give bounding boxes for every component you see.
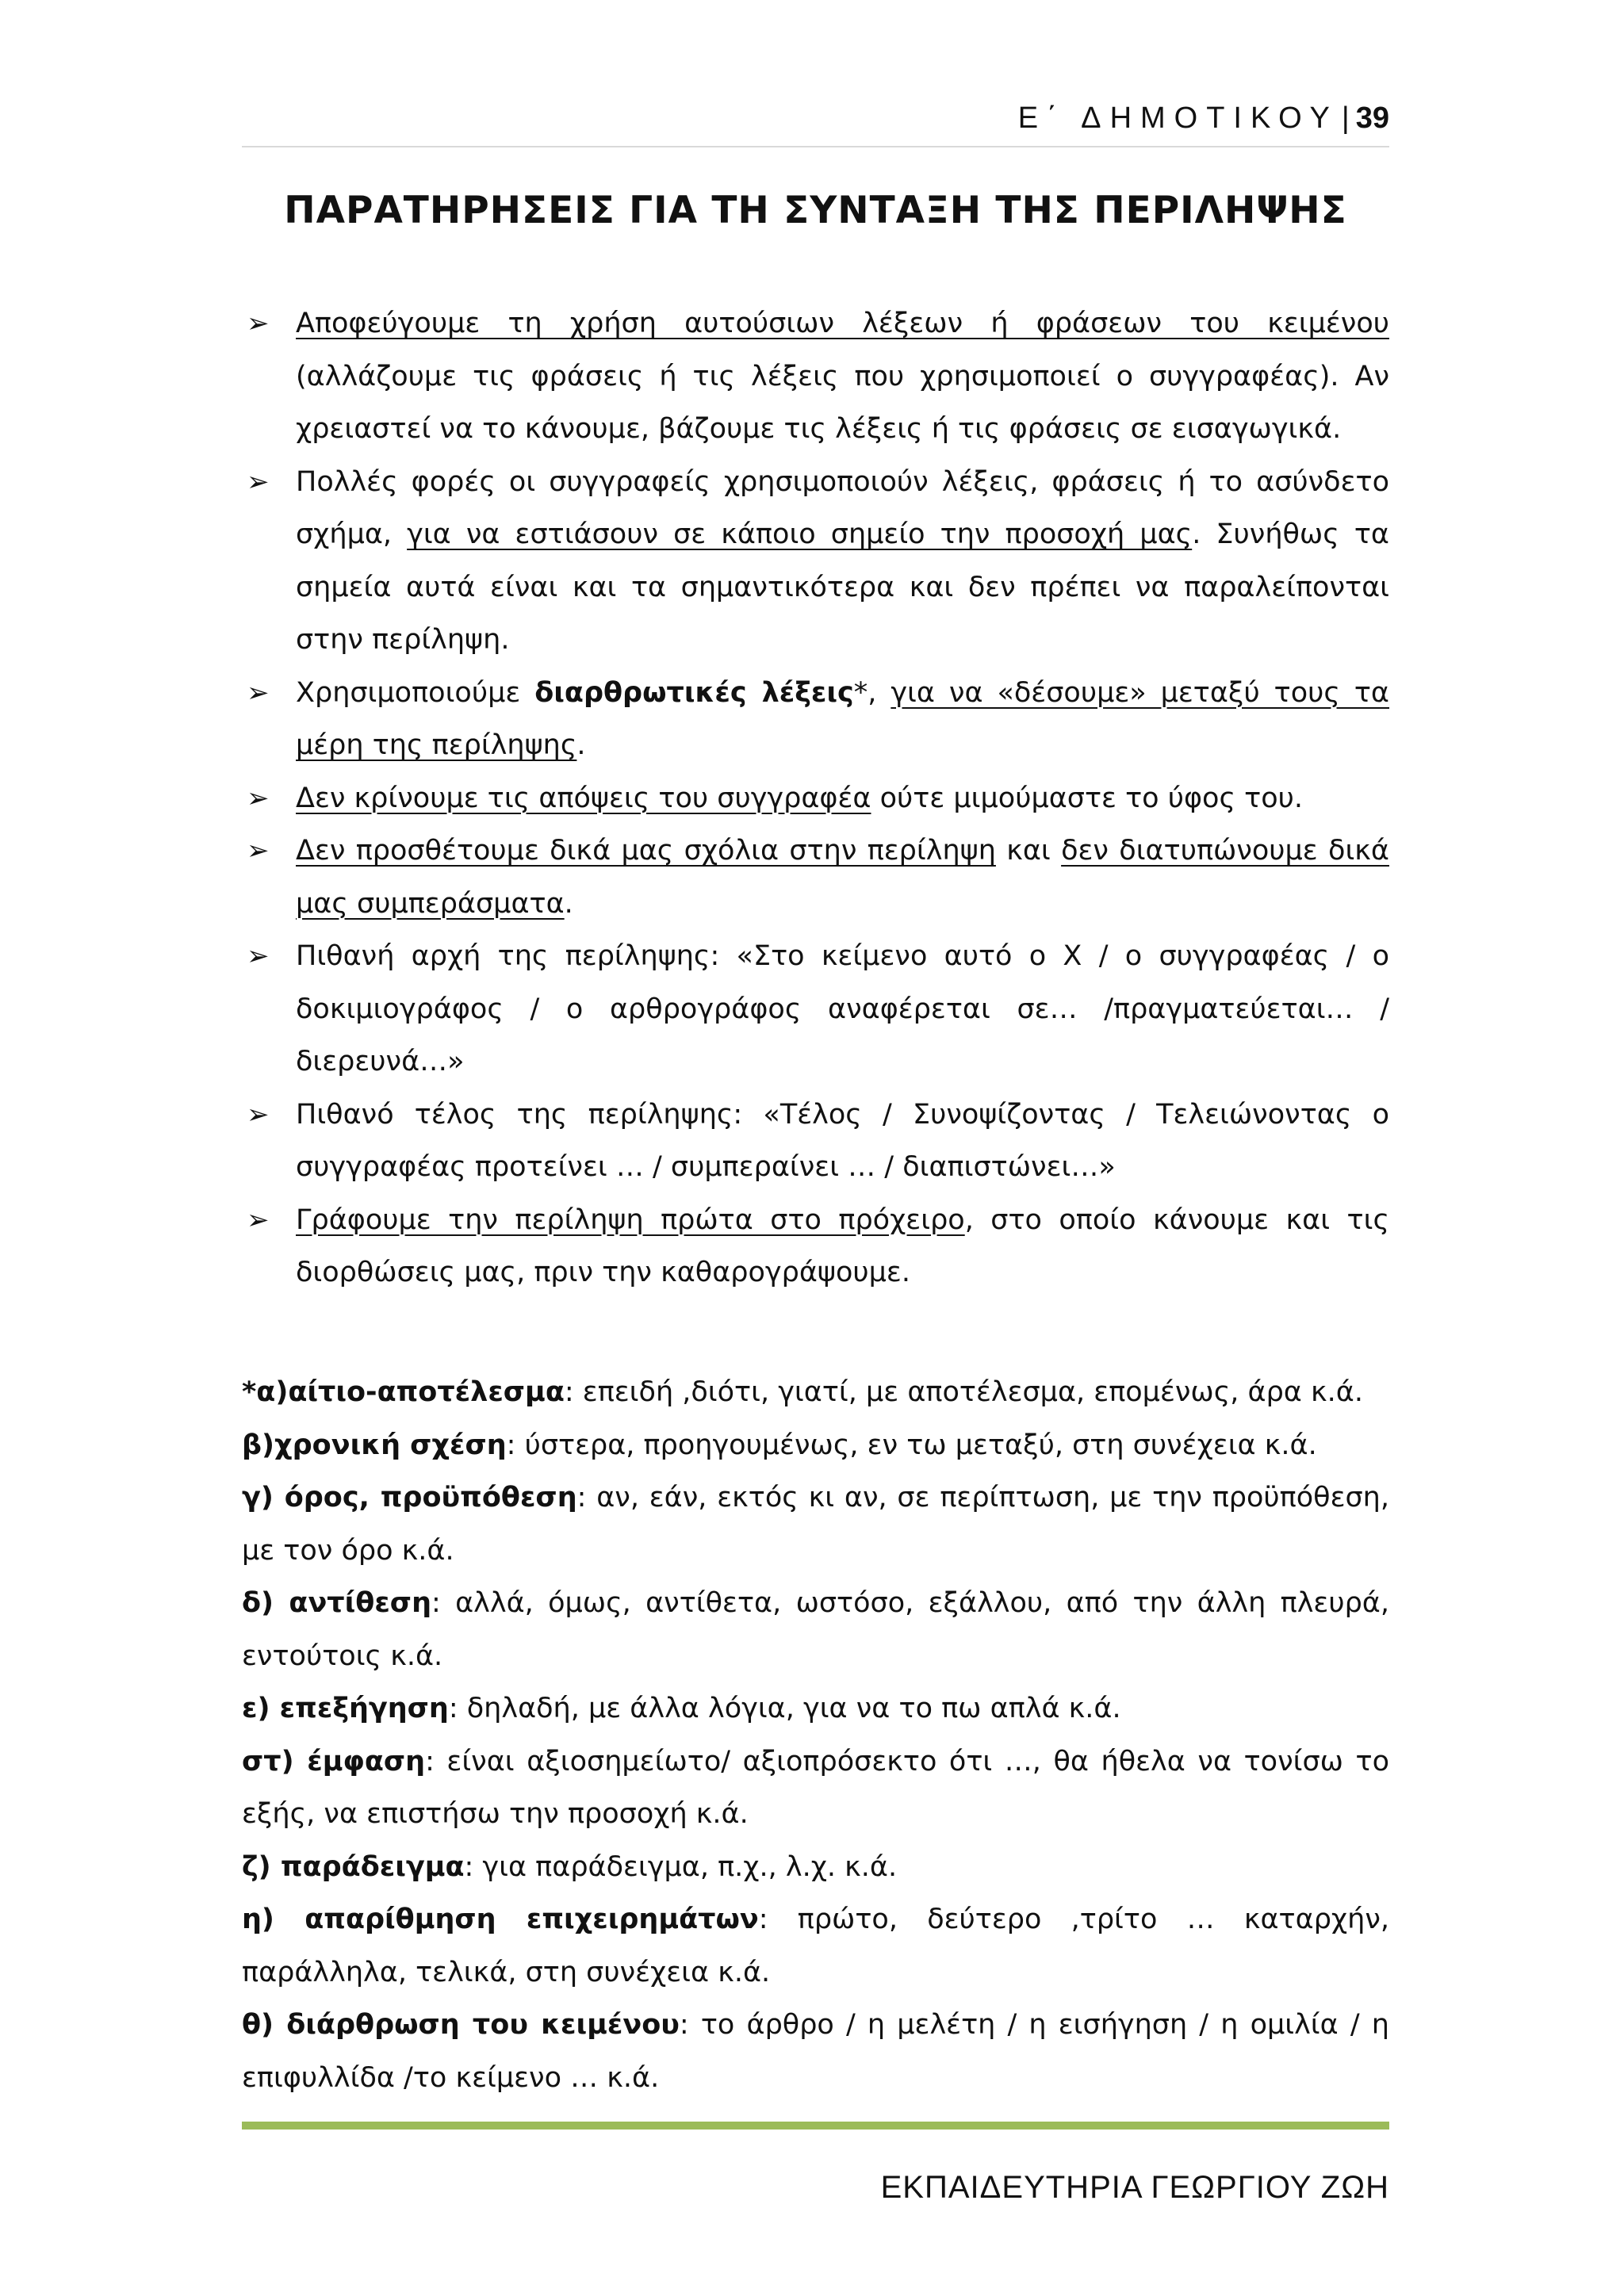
- list-item: [242, 1682, 1389, 1735]
- underlined-text: δεν διατυπώνουμε δικά μας συμπεράσματα: [296, 835, 1389, 920]
- underlined-text: Δεν κρίνουμε τις απόψεις του συγγραφέα: [296, 782, 871, 814]
- page-header: [242, 94, 1389, 147]
- note-text: : είναι αξιοσημείωτο/ αξιοπρόσεκτο ότι …, θα ήθελα να τονίσω το εξής, να επιστήσω την προσοχή κ.ά.: [242, 1745, 1390, 1830]
- note-text: : αλλά, όμως, αντίθετα, ωστόσο, εξάλλου, από την άλλη πλευρά, εντούτοις κ.ά.: [242, 1587, 1389, 1672]
- note-label: δ) αντίθεση: [242, 1587, 431, 1619]
- note-text: : ύστερα, προηγουμένως, εν τω μεταξύ, στη συνέχεια κ.ά.: [506, 1429, 1317, 1461]
- arrow-bullet-icon: ➢: [247, 676, 270, 709]
- item-text: (αλλάζουμε τις φράσεις ή τις λέξεις που χρησιμοποιεί ο συγγραφέας). Αν χρειαστεί να το κάνουμε, βάζουμε τις λέξεις ή τις φράσεις σε εισαγωγικά.: [296, 360, 1389, 445]
- item-text: .: [576, 729, 586, 761]
- page-number: 39: [1355, 101, 1389, 135]
- note-label: *α)αίτιο-αποτέλεσμα: [242, 1376, 565, 1408]
- item-text: . Συνήθως τα σημεία αυτά είναι και τα σημαντικότερα και δεν πρέπει να παραλείπονται στην περίληψη.: [296, 519, 1389, 656]
- item-text: *,: [853, 676, 891, 709]
- footer-rule: [242, 2122, 1389, 2130]
- list-item: [242, 667, 1389, 772]
- item-text: , στο οποίο κάνουμε και τις διορθώσεις μας, πριν την καθαρογράψουμε.: [296, 1203, 1389, 1288]
- note-text: : αν, εάν, εκτός κι αν, σε περίπτωση, με την προϋπόθεση, με τον όρο κ.ά.: [242, 1482, 1389, 1567]
- list-item: [242, 1366, 1389, 1419]
- arrow-bullet-icon: ➢: [247, 782, 270, 814]
- connectives-list: [242, 1366, 1389, 2104]
- list-item: [242, 1841, 1389, 1894]
- list-item: [242, 456, 1389, 667]
- remarks-list: [242, 297, 1389, 1299]
- item-text: Πιθανή αρχή της περίληψης: «Στο κείμενο αυτό ο Χ / ο συγγραφέας / ο δοκιμιογράφος / ο αρθρογράφος αναφέρεται σε… /πραγματεύεται… / διερευνά…»: [296, 940, 1389, 1077]
- note-label: β)χρονική σχέση: [242, 1429, 507, 1461]
- note-text: : επειδή ,διότι, γιατί, με αποτέλεσμα, επομένως, άρα κ.ά.: [564, 1376, 1363, 1408]
- list-item: [242, 1999, 1389, 2104]
- list-item: [242, 772, 1389, 825]
- note-text: : δηλαδή, με άλλα λόγια, για να το πω απλά κ.ά.: [448, 1693, 1121, 1724]
- note-label: θ) διάρθρωση του κειμένου: [242, 2009, 680, 2041]
- page-title: ΠΑΡΑΤΗΡΗΣΕΙΣ ΓΙΑ ΤΗ ΣΥΝΤΑΞΗ ΤΗΣ ΠΕΡΙΛΗΨΗΣ: [284, 189, 1347, 232]
- bold-text: διαρθρωτικές λέξεις: [534, 676, 854, 709]
- list-item: [242, 1419, 1389, 1472]
- underlined-text: για να «δέσουμε» μεταξύ τους τα μέρη της περίληψης: [296, 676, 1390, 761]
- item-text: .: [564, 887, 573, 920]
- note-text: : για παράδειγμα, π.χ., λ.χ. κ.ά.: [464, 1850, 898, 1883]
- note-label: ε) επεξήγηση: [242, 1693, 449, 1724]
- list-item: [242, 825, 1389, 930]
- list-item: [242, 1194, 1389, 1299]
- note-label: η) απαρίθμηση επιχειρημάτων: [242, 1904, 759, 1935]
- list-item: [242, 1089, 1389, 1194]
- arrow-bullet-icon: ➢: [247, 308, 270, 339]
- item-text: και: [995, 835, 1062, 867]
- header-separator: |: [1341, 101, 1350, 135]
- arrow-bullet-icon: ➢: [247, 1203, 270, 1236]
- note-label: στ) έμφαση: [242, 1745, 426, 1777]
- list-item: [242, 1735, 1389, 1841]
- list-item: [242, 1893, 1389, 1999]
- list-item: [242, 297, 1389, 456]
- header-text: [1018, 101, 1389, 136]
- footer-text: ΕΚΠΑΙΔΕΥΤΗΡΙΑ ΓΕΩΡΓΙΟΥ ΖΩΗ: [880, 2170, 1389, 2205]
- note-text: : πρώτο, δεύτερο ,τρίτο … καταρχήν, παράλληλα, τελικά, στη συνέχεια κ.ά.: [242, 1904, 1389, 1988]
- item-text: Πολλές φορές οι συγγραφείς χρησιμοποιούν λέξεις, φράσεις ή το ασύνδετο σχήμα,: [296, 465, 1389, 550]
- arrow-bullet-icon: ➢: [247, 940, 270, 972]
- item-text: ούτε μιμούμαστε το ύφος του.: [871, 782, 1303, 814]
- list-item: [242, 1577, 1389, 1682]
- item-text: Πιθανό τέλος της περίληψης: «Τέλος / Συνοψίζοντας / Τελειώνοντας ο συγγραφέας προτείνει … / συμπεραίνει … / διαπιστώνει…»: [296, 1098, 1389, 1183]
- note-text: : το άρθρο / η μελέτη / η εισήγηση / η ομιλία / η επιφυλλίδα /το κείμενο … κ.ά.: [242, 2009, 1389, 2094]
- running-title: Ε΄ ΔΗΜΟΤΙΚΟΥ: [1017, 101, 1339, 135]
- note-label: ζ) παράδειγμα: [242, 1850, 465, 1883]
- underlined-text: Αποφεύγουμε τη χρήση αυτούσιων λέξεων ή φράσεων του κειμένου: [296, 308, 1389, 339]
- list-item: [242, 930, 1389, 1089]
- underlined-text: Γράφουμε την περίληψη πρώτα στο πρόχειρο: [296, 1203, 965, 1236]
- arrow-bullet-icon: ➢: [247, 465, 270, 498]
- item-text: Χρησιμοποιούμε: [296, 676, 535, 709]
- arrow-bullet-icon: ➢: [247, 1098, 270, 1131]
- underlined-text: Δεν προσθέτουμε δικά μας σχόλια στην περίληψη: [296, 835, 996, 867]
- note-label: γ) όρος, προϋπόθεση: [242, 1482, 577, 1513]
- underlined-text: για να εστιάσουν σε κάποιο σημείο την προσοχή μας: [407, 519, 1193, 550]
- list-item: [242, 1471, 1389, 1577]
- arrow-bullet-icon: ➢: [247, 835, 270, 867]
